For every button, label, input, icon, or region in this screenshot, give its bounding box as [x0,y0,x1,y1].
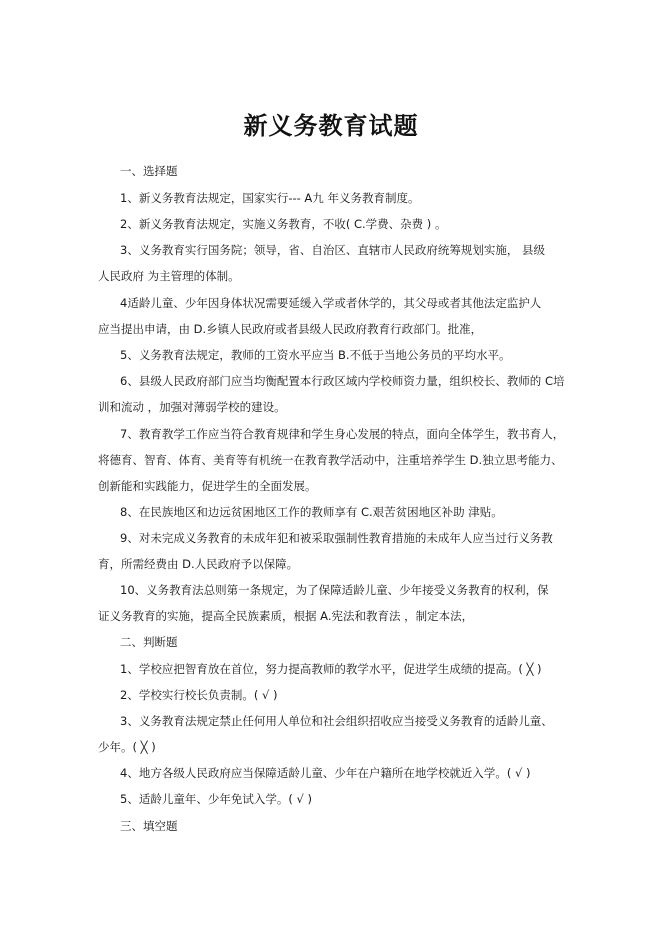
tf-question-1: 1、学校应把智育放在首位，努力提高教师的教学水平，促进学生成绩的提高。( ╳ ) [120,662,542,676]
tf-question-5: 5、适龄儿童年、少年免试入学。( √ ) [120,792,312,806]
section-heading-fill-blank: 三、填空题 [120,819,178,833]
question-4-line-1: 4适龄儿童、少年因身体状况需要延缓入学或者休学的，其父母或者其他法定监护人 [120,296,542,310]
tf-question-2: 2、学校实行校长负责制。( √ ) [120,688,278,702]
question-4-line-2: 应当提出申请，由 D.乡镇人民政府或者县级人民政府教育行政部门。批准， [98,322,483,336]
question-9-line-1: 9、对未完成义务教育的未成年犯和被采取强制性教育措施的未成年人应当过行义务教 [120,531,553,545]
question-2: 2、新义务教育法规定，实施义务教育，不收( C.学费、杂费 ) 。 [120,217,447,231]
question-7-line-3: 创新能和实践能力，促进学生的全面发展。 [98,479,317,493]
question-10-line-1: 10、义务教育法总则第一条规定，为了保障适龄儿童、少年接受义务教育的权利，保 [120,583,549,597]
question-9-line-2: 育，所需经费由 D.人民政府予以保障。 [98,557,299,571]
question-1: 1、新义务教育法规定，国家实行--- A九 年义务教育制度。 [120,191,420,205]
tf-question-3-line-2: 少年。( ╳ ) [98,740,156,754]
question-6-line-2: 训和流动 ，加强对薄弱学校的建设。 [98,400,286,414]
question-3-line-1: 3、义务教育实行国务院；领导，省、自治区、直辖市人民政府统筹规划实施， 县级 [120,243,545,257]
section-heading-choice: 一、选择题 [120,164,178,178]
question-10-line-2: 证义务教育的实施，提高全民族素质，根据 A.宪法和教育法 ，制定本法， [98,609,474,623]
page-title: 新义务教育试题 [243,111,419,140]
tf-question-4: 4、地方各级人民政府应当保障适龄儿童、少年在户籍所在地学校就近入学。( √ ) [120,766,531,780]
question-5: 5、义务教育法规定，教师的工资水平应当 B.不低于当地公务员的平均水平。 [120,348,511,362]
question-8: 8、在民族地区和边远贫困地区工作的教师享有 C.艰苦贫困地区补助 津贴。 [120,505,503,519]
question-7-line-1: 7、教育教学工作应当符合教育规律和学生身心发展的特点，面向全体学生，教书育人， [120,427,565,441]
question-3-line-2: 人民政府 为主管理的体制。 [98,269,240,283]
tf-question-3-line-1: 3、义务教育法规定禁止任何用人单位和社会组织招收应当接受义务教育的适龄儿童、 [120,714,553,728]
question-7-line-2: 将德育、智育、体育、美育等有机统一在教育教学活动中，注重培养学生 D.独立思考能力、 [98,453,563,467]
question-6-line-1: 6、县级人民政府部门应当均衡配置本行政区域内学校师资力量，组织校长、教师的 C培 [120,374,565,388]
section-heading-true-false: 二、判断题 [120,635,178,649]
